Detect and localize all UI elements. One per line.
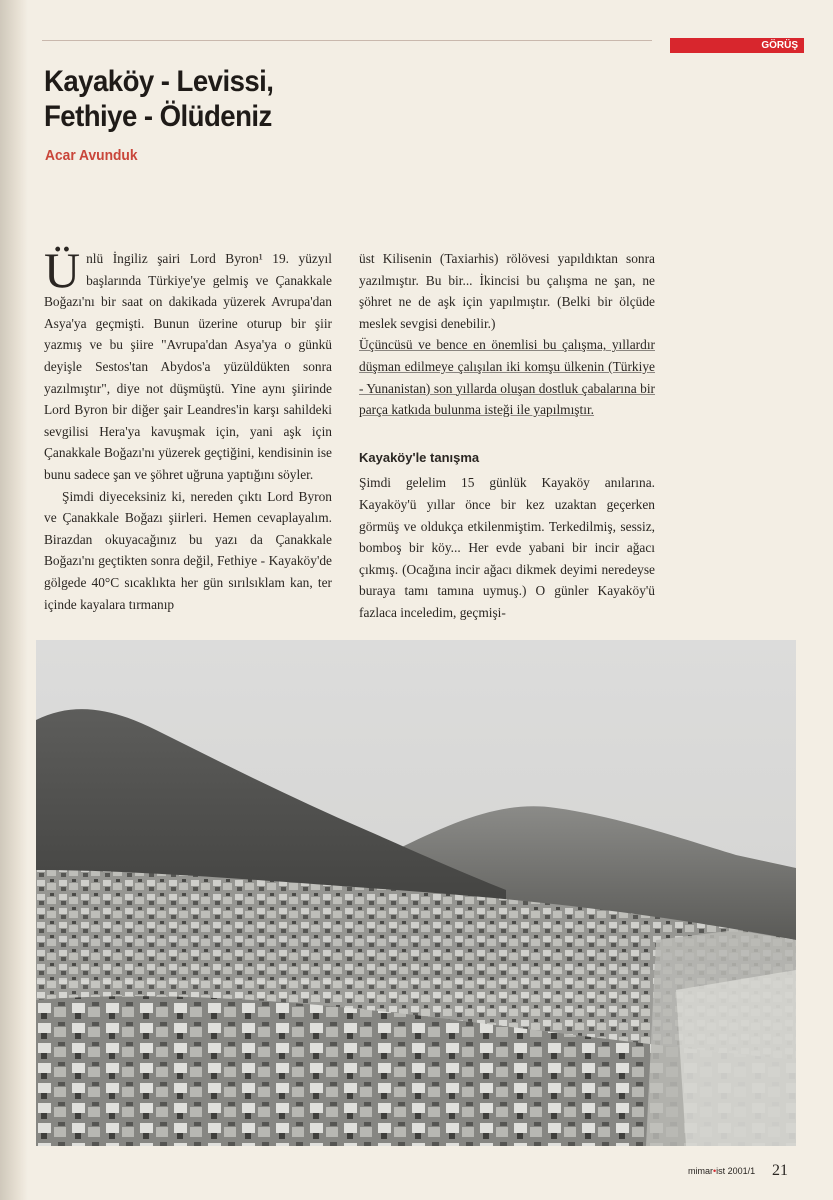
magazine-issue: ist 2001/1 xyxy=(716,1166,756,1176)
article-title xyxy=(44,64,273,134)
footer-dot-icon: • xyxy=(713,1166,717,1176)
right-column xyxy=(359,248,655,624)
magazine-name: mimar xyxy=(688,1166,713,1176)
article-title-line-2: Fethiye - Ölüdeniz xyxy=(44,100,272,133)
right-paragraph-2: Üçüncüsü ve bence en önemlisi bu çalışma, yıllardır düşman edilmeye çalışılan iki komşu ülkenin (Türkiye - Yunanistan) son yıllarda oluşan dostluk çabalarına bir parça katkıda bulunma isteği ile yapılmıştır. xyxy=(359,337,655,418)
author-name: Acar Avunduk xyxy=(45,147,138,164)
page-spine-shadow xyxy=(0,0,28,1200)
drop-cap: Ü xyxy=(44,242,81,298)
left-paragraph-1-text: nlü İngiliz şairi Lord Byron¹ 19. yüzyıl başlarında Türkiye'ye gelmiş ve Çanakkale Boğazı'nı bir saat on dakikada yüzerek Avrupa'dan Asya'ya geçmişti. Bunun üzerine oturup bir şiir yazmış ve bu şiire "Avrupa'dan Asya'ya o günkü deyişle Sestos'tan Abydos'a yüzüldükten sonra yazılmıştır", diye not düşmüştü. Yine aynı şiirinde Lord Byron bir diğer şair Leandres'in karşı sahildeki sevgilisi Hera'ya kavuşmak için, yani aşk için Çanakkale Boğazı'nı yüzerek geçtiğini, kendisinin ise bunu sadece şan ve şöhret uğruna yaptığını söyler. xyxy=(44,251,332,482)
kayakoy-landscape-photo xyxy=(36,640,796,1146)
left-column xyxy=(44,242,332,615)
top-rule xyxy=(42,40,652,41)
article-title-line-1: Kayaköy - Levissi, xyxy=(44,65,274,98)
left-paragraph-1 xyxy=(44,242,332,486)
section-subheading: Kayaköy'le tanışma xyxy=(359,449,480,465)
right-paragraph-1: üst Kilisenin (Taxiarhis) rölövesi yapıldıktan sonra yazılmıştır. Bu bir... İkincisi bu çalışma ne şan, ne şöhret ne de aşk için yapılmıştır. (Belki bir ölçüde meslek sevgisi denebilir.) xyxy=(359,251,655,331)
magazine-footer xyxy=(688,1166,755,1176)
page-number: 21 xyxy=(772,1162,788,1179)
left-paragraph-2: Şimdi diyeceksiniz ki, nereden çıktı Lord Byron ve Çanakkale Boğazı şiirleri. Hemen cevaplayalım. Birazdan okuyacağınız bu yazı da Çanakkale Boğazı'nı geçtikten sonra değil, Fethiye - Kayaköy'de gölgede 40°C sıcaklıkta her gün sırılsıklam kan, ter içinde kayalara tırmanıp xyxy=(44,488,332,612)
right-paragraph-3: Şimdi gelelim 15 günlük Kayaköy anılarına. Kayaköy'ü yıllar önce bir kez uzaktan geçerken görmüş ve oldukça etkilenmiştim. Terkedilmiş, sessiz, bombоş bir köy... Her evde yabani bir incir ağacı çıkmış. (Ocağına incir ağacı dikmek deyimi neredeyse buraya tamı tamına uymuş.) O günler Kayaköy'ü fazlaca inceledim, geçmişi- xyxy=(359,475,655,620)
section-tab: GÖRÜŞ xyxy=(670,38,804,53)
landscape-illustration xyxy=(36,640,796,1146)
